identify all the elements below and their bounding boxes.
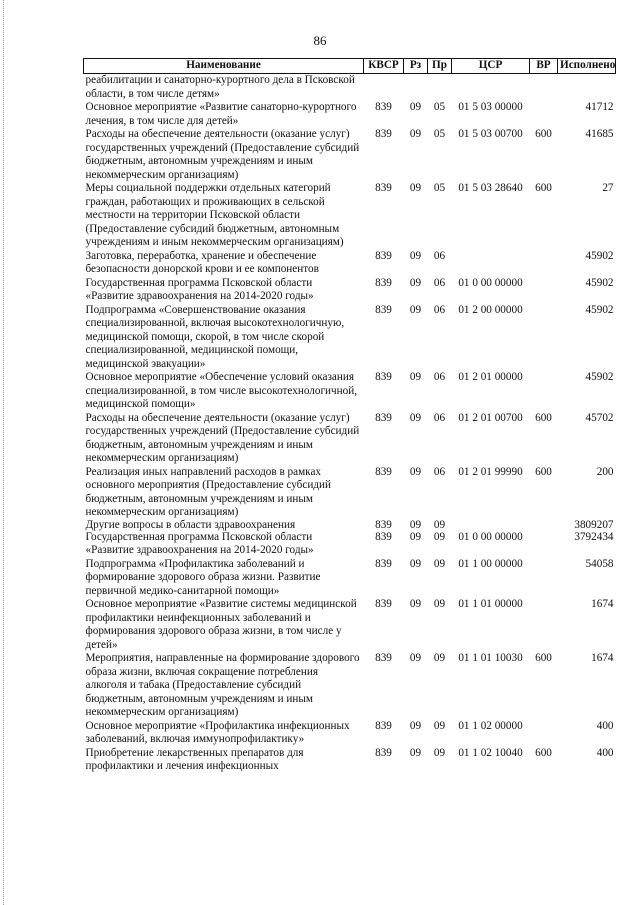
- row-pr: 06: [433, 303, 446, 316]
- header-name: Наименование: [84, 59, 364, 74]
- row-csr: 01 0 00 00000: [458, 530, 523, 543]
- scan-left-edge: [3, 0, 4, 905]
- row-kvsr: 839: [375, 101, 392, 113]
- row-vr: [530, 558, 558, 599]
- row-rz: 09: [409, 303, 422, 316]
- row-vr: [530, 520, 558, 531]
- row-csr: 01 2 00 00000: [458, 303, 523, 316]
- row-rz: 09: [409, 101, 422, 113]
- table-row: [84, 558, 616, 599]
- row-rz: 09: [409, 182, 422, 194]
- table-row: [84, 304, 616, 372]
- row-kvsr: 839: [375, 182, 392, 194]
- row-executed: 1674: [591, 652, 614, 664]
- row-kvsr: 839: [375, 746, 392, 759]
- row-executed: 1674: [591, 598, 614, 610]
- row-vr: [530, 250, 558, 277]
- row-kvsr: 839: [375, 371, 392, 383]
- row-rz: 09: [409, 411, 422, 424]
- page-number: 86: [313, 33, 327, 48]
- row-rz: 09: [409, 249, 422, 262]
- table-row: [84, 412, 616, 466]
- row-kvsr: [364, 74, 404, 102]
- row-pr: 05: [433, 101, 446, 113]
- row-name: Меры социальной поддержки отдельных категорий граждан, работающих и проживающих в сельской местности на территории Псковской области (Предоставление субсидий бюджетным, автономным учреждениям и иным некоммерческим организациям): [85, 182, 344, 248]
- row-rz: 09: [409, 530, 422, 543]
- row-executed: 45902: [585, 276, 614, 289]
- row-executed: 41712: [585, 101, 614, 113]
- table-row: [84, 598, 616, 652]
- row-vr: [530, 74, 558, 102]
- table-row: [84, 520, 616, 531]
- row-name: Государственная программа Псковской области «Развитие здравоохранения на 2014-2020 годы»: [85, 276, 314, 302]
- row-vr: 600: [535, 465, 552, 478]
- row-pr: 05: [433, 182, 446, 194]
- row-name: Расходы на обеспечение деятельности (оказание услуг) государственных учреждений (Предоставление субсидий бюджетным, автономным учреждениям и иным некоммерческим организациям): [85, 411, 360, 464]
- row-executed: 45902: [585, 371, 614, 383]
- row-csr: [452, 250, 530, 277]
- row-executed: 54058: [585, 557, 614, 570]
- row-csr: 01 5 03 00700: [458, 128, 523, 140]
- row-rz: 09: [409, 371, 422, 383]
- table-row: [84, 277, 616, 304]
- row-csr: 01 1 02 10040: [458, 746, 523, 759]
- row-rz: 09: [409, 518, 422, 531]
- row-name: Реализация иных направлений расходов в рамках основного мероприятия (Предоставление субсидий бюджетным, автономным учреждениям и иным некоммерческим организациям): [85, 465, 331, 518]
- row-pr: [428, 74, 452, 102]
- row-executed: 45902: [585, 249, 614, 262]
- header-kvsr: КВСР: [364, 59, 404, 74]
- row-vr: 600: [535, 746, 552, 759]
- row-name: Другие вопросы в области здравоохранения: [85, 518, 296, 531]
- row-kvsr: 839: [375, 465, 392, 478]
- row-pr: 09: [433, 746, 446, 759]
- row-vr: [530, 720, 558, 747]
- header-csr: ЦСР: [452, 59, 530, 74]
- row-executed: [558, 74, 616, 102]
- table-row: [84, 101, 616, 128]
- header-pr: Пр: [428, 59, 452, 74]
- row-csr: 01 2 01 99990: [458, 465, 523, 478]
- header-vr: ВР: [530, 59, 558, 74]
- row-pr: 09: [433, 557, 446, 570]
- row-rz: 09: [409, 465, 422, 478]
- row-name: Подпрограмма «Профилактика заболеваний и формирование здорового образа жизни. Развитие первичной медико-санитарной помощи»: [85, 557, 321, 597]
- row-vr: 600: [535, 652, 552, 664]
- budget-table: [83, 58, 616, 774]
- row-pr: 09: [433, 530, 446, 543]
- table-row: [84, 652, 616, 720]
- row-csr: 01 1 01 00000: [458, 598, 523, 610]
- row-executed: 3792434: [574, 530, 614, 543]
- row-name: Основное мероприятие «Развитие санаторно-курортного лечения, в том числе для детей»: [85, 101, 357, 127]
- row-rz: 09: [409, 128, 422, 140]
- row-kvsr: 839: [375, 128, 392, 140]
- row-executed: 41685: [585, 128, 614, 140]
- row-csr: 01 2 01 00700: [458, 411, 523, 424]
- row-pr: 06: [433, 371, 446, 383]
- row-vr: [530, 531, 558, 558]
- row-kvsr: 839: [375, 249, 392, 262]
- row-pr: 06: [433, 276, 446, 289]
- row-kvsr: 839: [375, 411, 392, 424]
- row-kvsr: 839: [375, 652, 392, 664]
- row-vr: [530, 304, 558, 372]
- row-kvsr: 839: [375, 276, 392, 289]
- row-kvsr: 839: [375, 598, 392, 610]
- row-executed: 200: [596, 465, 614, 478]
- table-row: [84, 128, 616, 182]
- row-executed: 400: [596, 746, 614, 759]
- row-executed: 45702: [585, 411, 614, 424]
- table-row: [84, 466, 616, 520]
- row-rz: 09: [409, 746, 422, 759]
- row-executed: 3809207: [574, 518, 614, 531]
- row-name: Государственная программа Псковской области «Развитие здравоохранения на 2014-2020 годы»: [85, 530, 314, 556]
- row-executed: 400: [596, 719, 614, 732]
- row-rz: [404, 74, 428, 102]
- row-rz: 09: [409, 276, 422, 289]
- row-name: Основное мероприятие «Профилактика инфекционных заболеваний, включая иммунопрофилактику»: [85, 719, 350, 745]
- row-name: Заготовка, переработка, хранение и обеспечение безопасности донорской крови и ее компонентов: [85, 249, 319, 275]
- row-vr: 600: [535, 182, 552, 194]
- row-name: Основное мероприятие «Развитие системы медицинской профилактики неинфекционных заболеваний и формирования здорового образа жизни, в том числе у детей»: [85, 598, 357, 651]
- row-rz: 09: [409, 557, 422, 570]
- table-header-row: [84, 59, 616, 74]
- row-kvsr: 839: [375, 557, 392, 570]
- table-row: [84, 720, 616, 747]
- header-rz: Рз: [404, 59, 428, 74]
- table-row: [84, 74, 616, 102]
- table-row: [84, 250, 616, 277]
- table-row: [84, 531, 616, 558]
- row-executed: 27: [602, 182, 614, 194]
- row-pr: 09: [433, 598, 446, 610]
- row-csr: 01 2 01 00000: [458, 371, 523, 383]
- row-kvsr: 839: [375, 303, 392, 316]
- row-vr: [530, 101, 558, 128]
- row-csr: 01 1 00 00000: [458, 557, 523, 570]
- row-csr: 01 5 03 28640: [458, 182, 523, 194]
- row-name: Основное мероприятие «Обеспечение условий оказания специализированной, в том числе высокотехнологичной, медицинской помощи»: [85, 371, 358, 410]
- table-row: [84, 371, 616, 412]
- row-name: Подпрограмма «Совершенствование оказания специализированной, включая высокотехнологичную, медицинской помощи, скорой, в том числе скорой специализированной, медицинской помощи, медицинской эвакуации»: [85, 303, 345, 370]
- row-name: Расходы на обеспечение деятельности (оказание услуг) государственных учреждений (Предоставление субсидий бюджетным, автономным учреждениям и иным некоммерческим организациям): [85, 128, 360, 181]
- row-vr: [530, 598, 558, 652]
- row-csr: [452, 520, 530, 531]
- row-csr: 01 5 03 00000: [458, 101, 523, 113]
- row-kvsr: 839: [375, 530, 392, 543]
- row-vr: 600: [535, 128, 552, 140]
- row-executed: 45902: [585, 303, 614, 316]
- row-pr: 05: [433, 128, 446, 140]
- row-csr: 01 0 00 00000: [458, 276, 523, 289]
- row-name: Мероприятия, направленные на формирование здорового образа жизни, включая сокращение потребления алкоголя и табака (Предоставление субсидий бюджетным, автономным учреждениям и иным некоммерческим организациям): [85, 652, 360, 718]
- row-pr: 06: [433, 411, 446, 424]
- row-pr: 09: [433, 518, 446, 531]
- row-rz: 09: [409, 598, 422, 610]
- row-vr: 600: [535, 411, 552, 424]
- row-vr: [530, 371, 558, 412]
- row-pr: 09: [433, 719, 446, 732]
- row-pr: 06: [433, 465, 446, 478]
- row-csr: 01 1 01 10030: [458, 652, 523, 664]
- row-name: реабилитации и санаторно-курортного дела в Псковской области, в том числе детям»: [85, 74, 355, 100]
- row-name: Приобретение лекарственных препаратов для профилактики и лечения инфекционных: [85, 746, 304, 772]
- row-kvsr: 839: [375, 719, 392, 732]
- row-rz: 09: [409, 719, 422, 732]
- header-executed: Исполнено: [558, 59, 616, 74]
- table-row: [84, 182, 616, 250]
- row-pr: 09: [433, 652, 446, 664]
- row-csr: [452, 74, 530, 102]
- row-vr: [530, 277, 558, 304]
- row-rz: 09: [409, 652, 422, 664]
- row-pr: 06: [433, 249, 446, 262]
- row-kvsr: 839: [375, 518, 392, 531]
- table-row: [84, 747, 616, 774]
- row-csr: 01 1 02 00000: [458, 719, 523, 732]
